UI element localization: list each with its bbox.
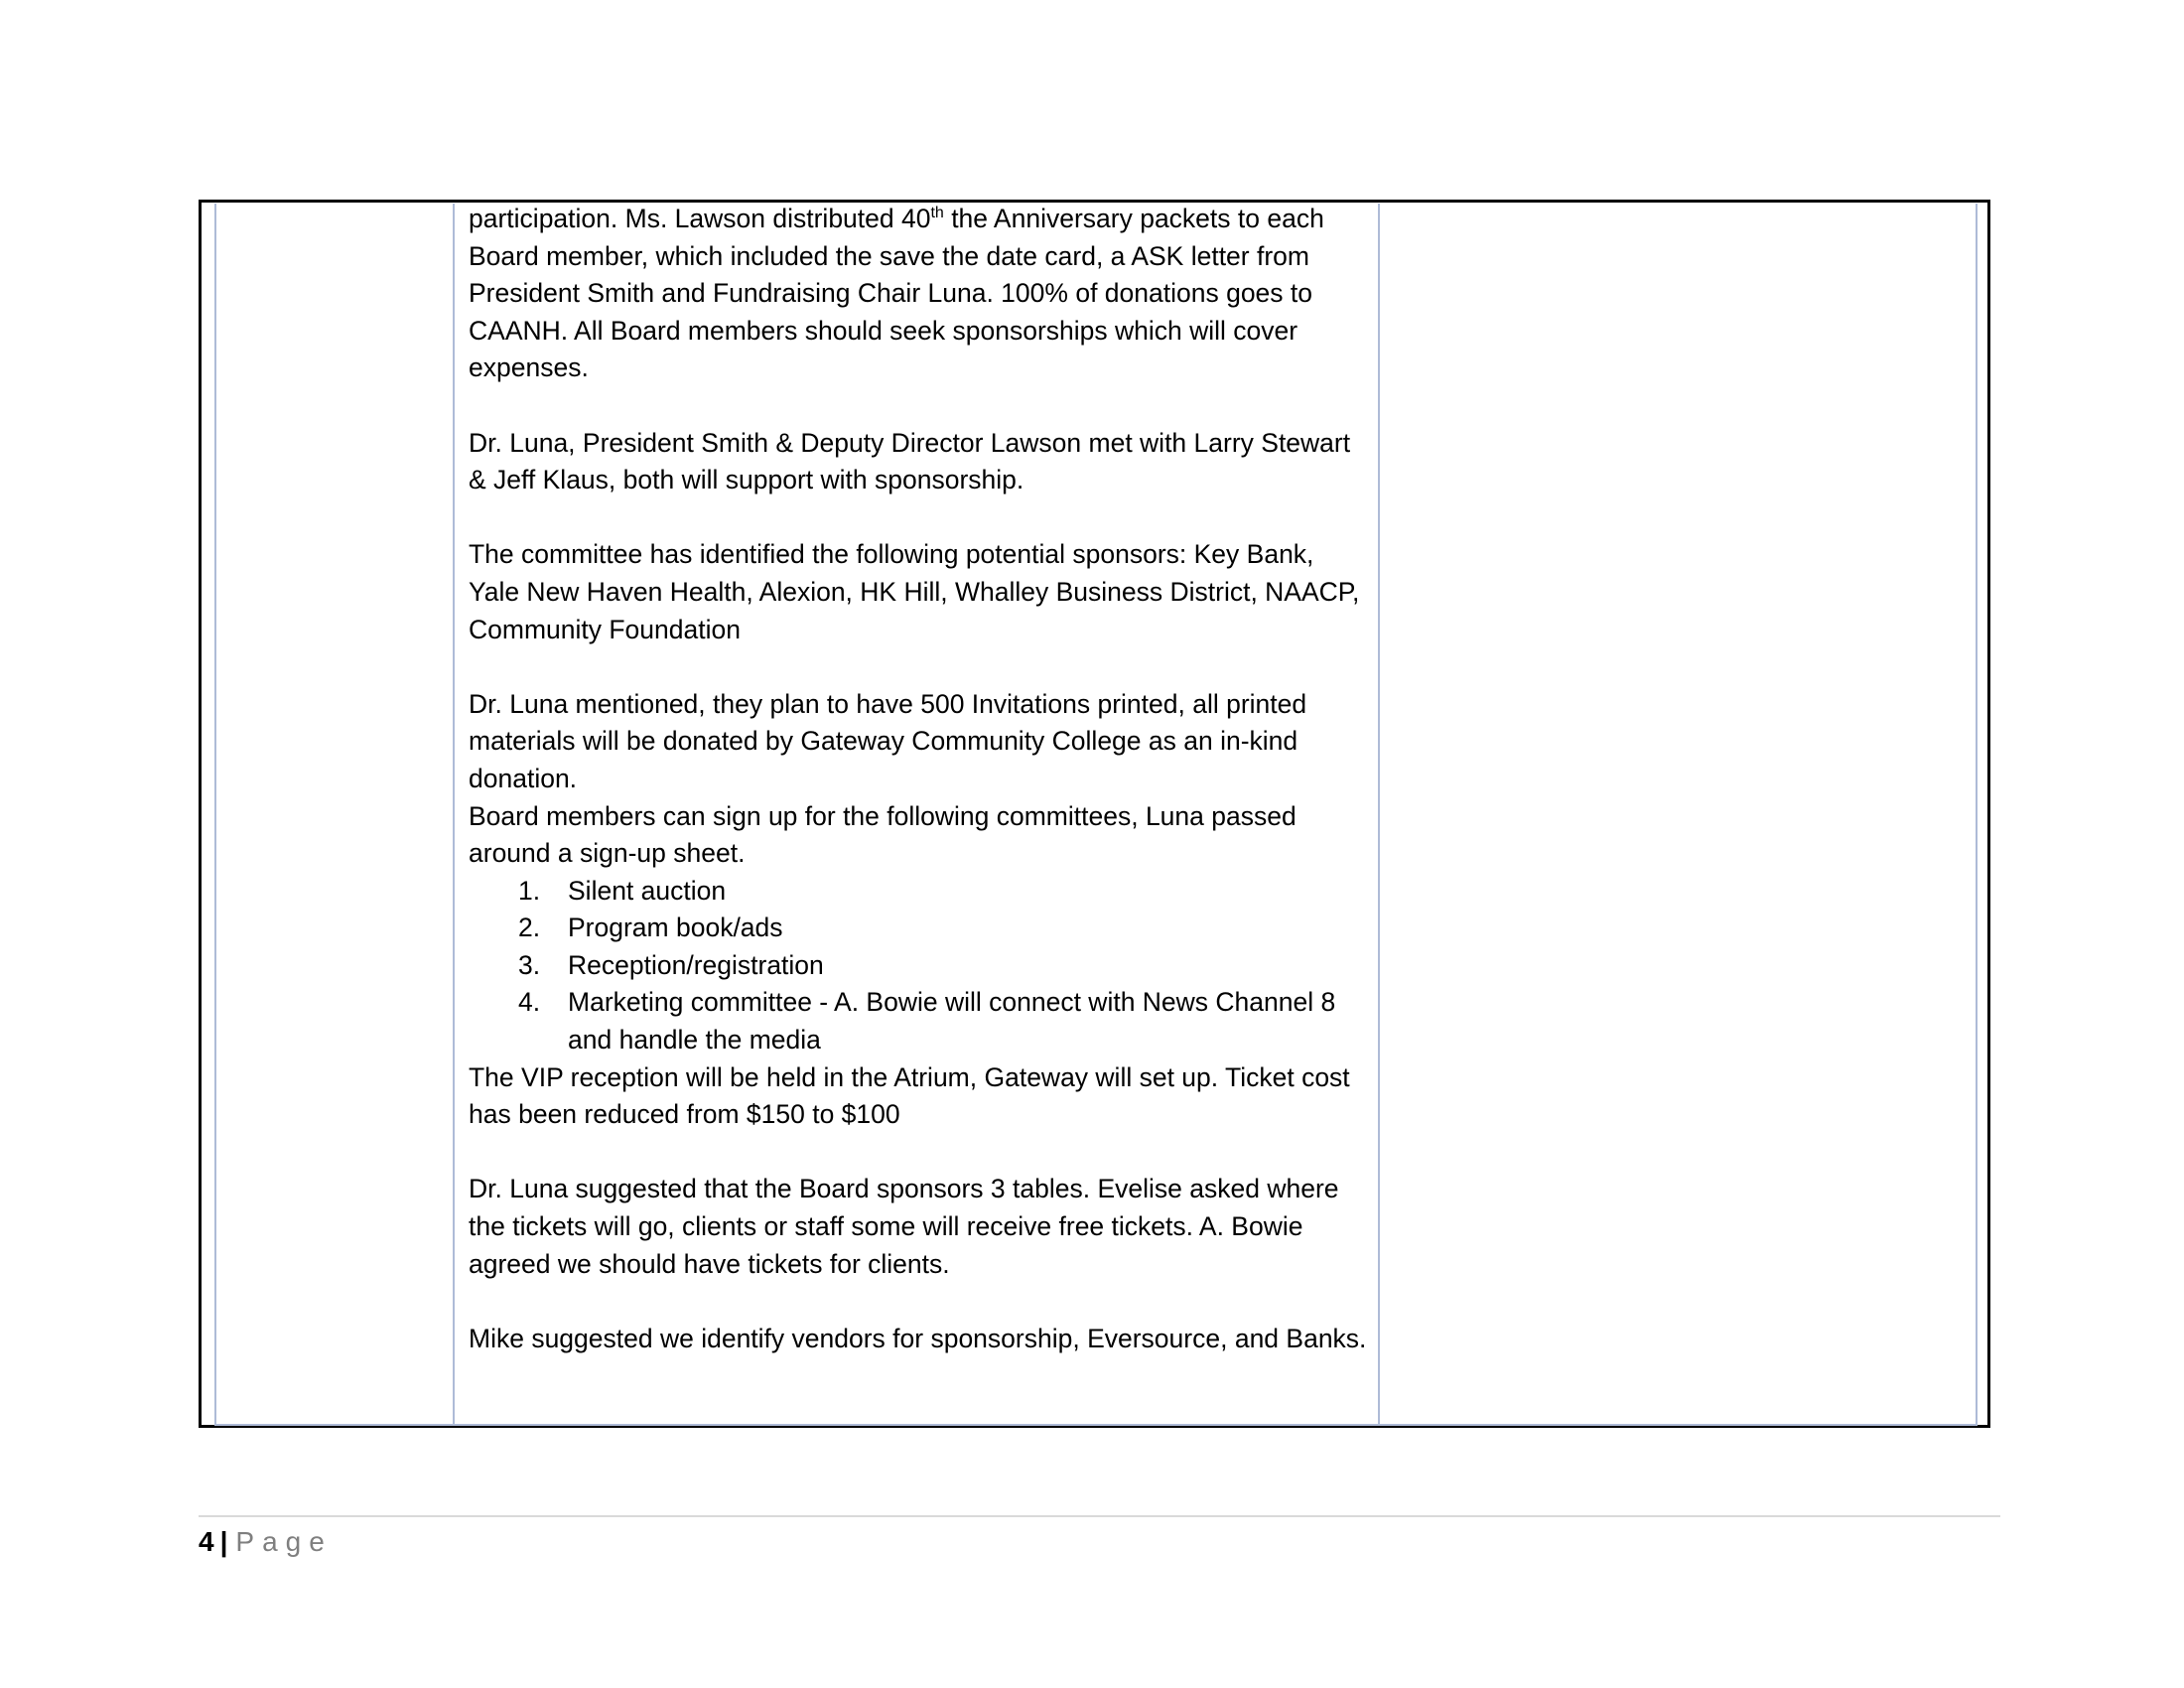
discussion-cell [469, 201, 1367, 1357]
list-item: 3. Reception/registration [518, 949, 824, 980]
paragraph-vendors: Mike suggested we identify vendors for sponsorship, Eversource, and Banks. [469, 1323, 1367, 1353]
list-item: 4. Marketing committee - A. Bowie will connect with News Channel 8 and handle the media [518, 987, 1336, 1055]
table-cell-border [214, 1424, 1978, 1426]
paragraph-potential-sponsors: The committee has identified the following potential sponsors: Key Bank, Yale New Haven Health, Alexion, HK Hill, Whalley Business District, NAACP, Community Foundation [469, 539, 1360, 644]
paragraph-anniversary-packets: participation. Ms. Lawson distributed 40th the Anniversary packets to each Board member, which included the save the date card, a ASK letter from President Smith and Fundraising Chair Luna. 100% of donations goes to CAANH. All Board members should seek sponsorships which will cover expenses. [469, 204, 1324, 383]
paragraph-committee-signup: Board members can sign up for the following committees, Luna passed around a sign-up sheet. [469, 800, 1297, 869]
committee-list [469, 873, 1367, 1059]
ordinal-suffix: th [930, 205, 944, 222]
paragraph-sponsorship-meeting: Dr. Luna, President Smith & Deputy Director Lawson met with Larry Stewart & Jeff Klaus, both will support with sponsorship. [469, 427, 1351, 495]
page-number: 4 [199, 1526, 214, 1557]
footer-separator: | [219, 1526, 228, 1557]
footer-divider [199, 1515, 2000, 1517]
table-cell-border [453, 204, 455, 1425]
list-item: 2. Program book/ads [518, 913, 783, 943]
table-cell-border [214, 204, 216, 1425]
page-label: Page [235, 1526, 333, 1557]
table-cell-border [1378, 204, 1380, 1425]
paragraph-table-sponsorship: Dr. Luna suggested that the Board sponsors 3 tables. Evelise asked where the tickets will go, clients or staff some will receive free tickets. A. Bowie agreed we should have tickets for clients. [469, 1174, 1339, 1279]
paragraph-vip-reception: The VIP reception will be held in the Atrium, Gateway will set up. Ticket cost has been reduced from $150 to $100 [469, 1061, 1350, 1130]
table-cell-border [1976, 204, 1978, 1425]
paragraph-invitations: Dr. Luna mentioned, they plan to have 500 Invitations printed, all printed materials will be donated by Gateway Community College as an in-kind donation. [469, 688, 1307, 793]
list-item: 1. Silent auction [518, 875, 727, 906]
page-footer [199, 1524, 333, 1560]
